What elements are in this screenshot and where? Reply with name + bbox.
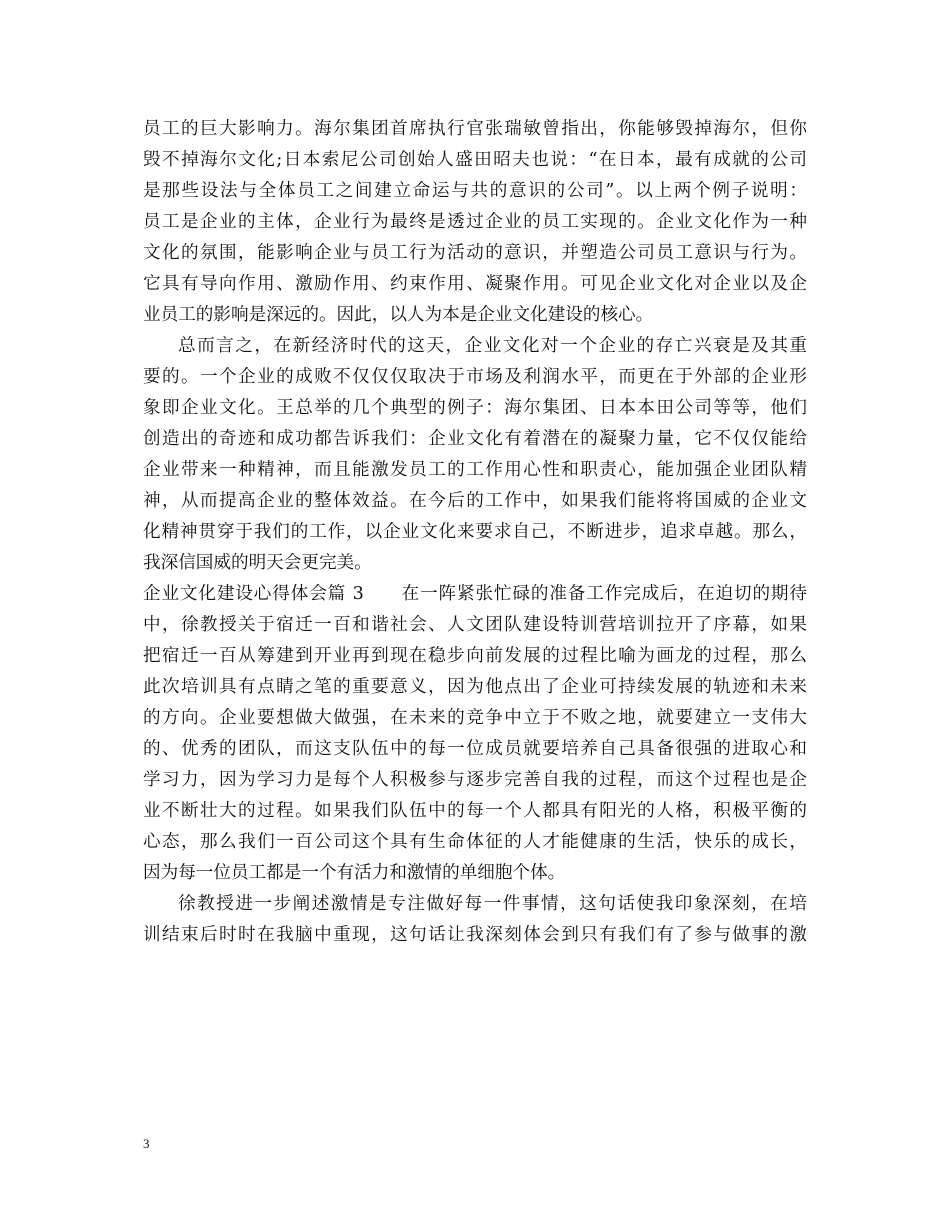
text-line: 文化的氛围，能影响企业与员工行为活动的意识，并塑造公司员工意识与行为。 [143,243,807,263]
paragraph-1 [143,114,807,331]
text-line: 业不断壮大的过程。如果我们队伍中的每一个人都具有阳光的人格，积极平衡的 [143,801,807,821]
text-line: 训结束后时时在我脑中重现，这句话让我深刻体会到只有我们有了参与做事的激 [143,925,807,945]
paragraph-4 [143,889,807,951]
text-line: 化精神贯穿于我们的工作，以企业文化来要求自己，不断进步，追求卓越。那么， [143,522,807,542]
page-number: 3 [143,1136,150,1151]
text-line: 徐教授进一步阐述激情是专注做好每一件事情，这句话使我印象深刻，在培 [178,894,807,914]
text-line: 要的。一个企业的成败不仅仅仅取决于市场及利润水平，而更在于外部的企业形 [143,367,807,387]
text-line: 是那些设法与全体员工之间建立命运与共的意识的公司”。以上两个例子说明： [143,181,807,201]
text-line: 因为每一位员工都是一个有活力和激情的单细胞个体。 [143,863,566,883]
text-line: 创造出的奇迹和成功都告诉我们：企业文化有着潜在的凝聚力量，它不仅仅能给 [143,429,807,449]
text-line: 心态，那么我们一百公司这个具有生命体征的人才能健康的生活，快乐的成长， [143,832,807,852]
text-line: 神，从而提高企业的整体效益。在今后的工作中，如果我们能将将国威的企业文 [143,491,807,511]
text-line: 总而言之，在新经济时代的这天，企业文化对一个企业的存亡兴衰是及其重 [178,336,807,356]
text-line: 的、优秀的团队，而这支队伍中的每一位成员就要培养自己具备很强的进取心和 [143,739,807,759]
paragraph-2 [143,331,807,579]
text-line: 业员工的影响是深远的。因此，以人为本是企业文化建设的核心。 [143,305,654,325]
text-line: 企业带来一种精神，而且能激发员工的工作用心性和职责心，能加强企业团队精 [143,460,807,480]
text-line: 学习力，因为学习力是每个人积极参与逐步完善自我的过程，而这个过程也是企 [143,770,807,790]
document-body [143,114,807,951]
text-line: 员工的巨大影响力。海尔集团首席执行官张瑞敏曾指出，你能够毁掉海尔，但你 [143,119,807,139]
section-heading-line: 企业文化建设心得体会篇 3 在一阵紧张忙碌的准备工作完成后，在迫切的期待 [143,584,807,604]
text-line: 中，徐教授关于宿迁一百和谐社会、人文团队建设特训营培训拉开了序幕，如果 [143,615,807,635]
text-line: 的方向。企业要想做大做强，在未来的竞争中立于不败之地，就要建立一支伟大 [143,708,807,728]
paragraph-3 [143,579,807,889]
text-line: 我深信国威的明天会更完美。 [143,553,372,573]
text-line: 它具有导向作用、激励作用、约束作用、凝聚作用。可见企业文化对企业以及企 [143,274,807,294]
text-line: 象即企业文化。王总举的几个典型的例子：海尔集团、日本本田公司等等，他们 [143,398,807,418]
text-line: 毁不掉海尔文化;日本索尼公司创始人盛田昭夫也说：“在日本，最有成就的公司 [143,150,807,170]
text-line: 把宿迁一百从筹建到开业再到现在稳步向前发展的过程比喻为画龙的过程，那么 [143,646,807,666]
text-line: 员工是企业的主体，企业行为最终是透过企业的员工实现的。企业文化作为一种 [143,212,807,232]
text-line: 此次培训具有点睛之笔的重要意义，因为他点出了企业可持续发展的轨迹和未来 [143,677,807,697]
